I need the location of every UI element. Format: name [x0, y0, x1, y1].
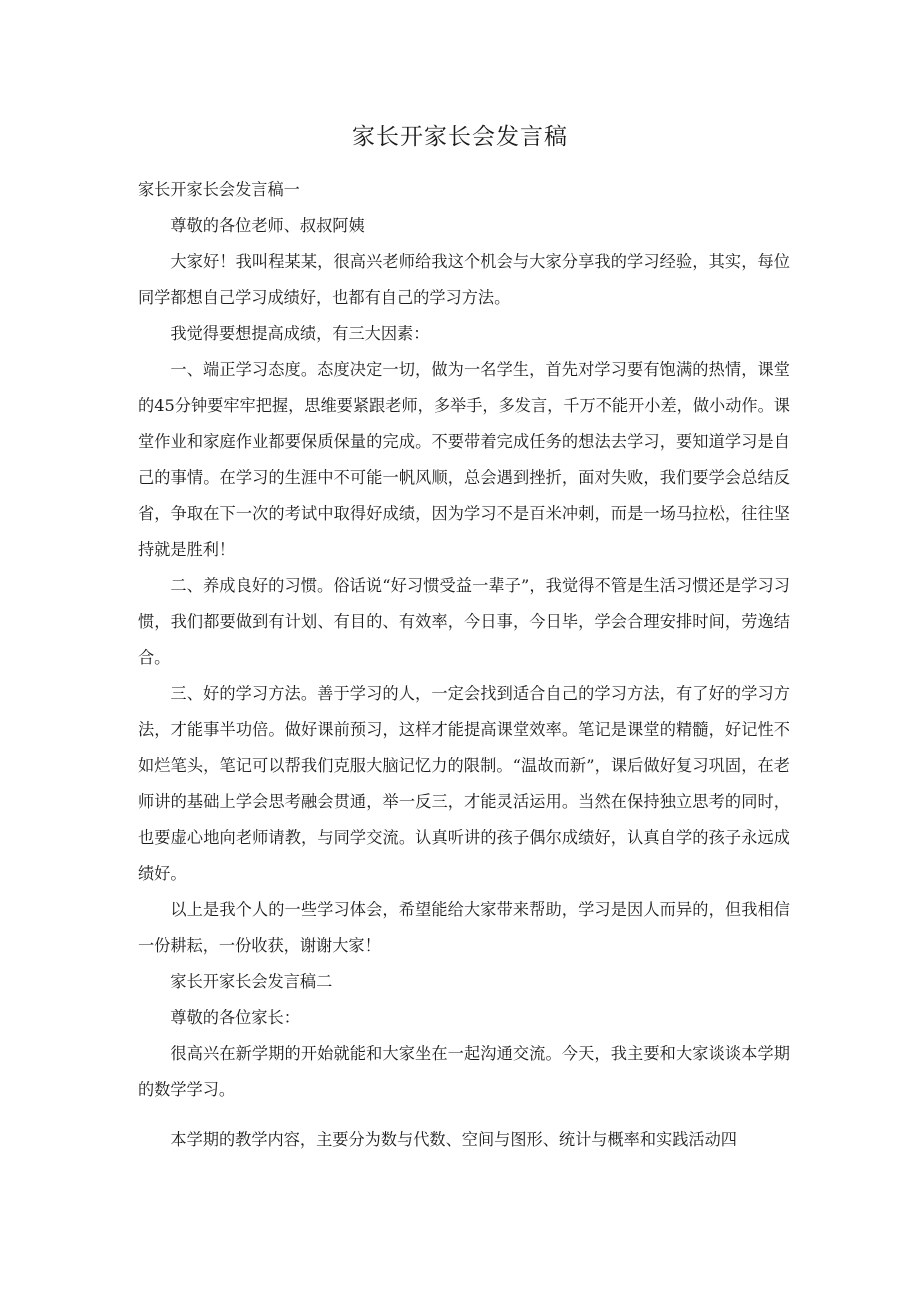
document-title: 家长开家长会发言稿 — [352, 124, 568, 150]
paragraph: 尊敬的各位老师、叔叔阿姨 — [170, 216, 365, 235]
paragraph: 大家好！我叫程某某，很高兴老师给我这个机会与大家分享我的学习经验，其实，每位同学都想自己学习成绩好，也都有自己的学习方法。 — [138, 252, 790, 307]
paragraph: 二、养成良好的习惯。俗话说“好习惯受益一辈子”，我觉得不管是生活习惯还是学习习惯，我们都要做到有计划、有目的、有效率，今日事，今日毕，学会合理安排时间，劳逸结合。 — [138, 576, 790, 667]
paragraph: 家长开家长会发言稿一 — [138, 180, 300, 199]
paragraph: 以上是我个人的一些学习体会，希望能给大家带来帮助，学习是因人而异的，但我相信一份耕耘，一份收获，谢谢大家！ — [138, 900, 790, 955]
document-body — [138, 172, 790, 1158]
paragraph: 家长开家长会发言稿二 — [170, 972, 333, 991]
paragraph: 我觉得要想提高成绩，有三大因素： — [170, 324, 430, 343]
paragraph: 尊敬的各位家长： — [170, 1008, 300, 1027]
paragraph: 本学期的教学内容，主要分为数与代数、空间与图形、统计与概率和实践活动四 — [170, 1130, 737, 1149]
paragraph: 三、好的学习方法。善于学习的人，一定会找到适合自己的学习方法，有了好的学习方法，才能事半功倍。做好课前预习，这样才能提高课堂效率。笔记是课堂的精髓，好记性不如烂笔头，笔记可以帮我们克服大脑记忆力的限制。“温故而新”，课后做好复习巩固，在老师讲的基础上学会思考融会贯通，举一反三，才能灵活运用。当然在保持独立思考的同时，也要虚心地向老师请教，与同学交流。认真听讲的孩子偶尔成绩好，认真自学的孩子永远成绩好。 — [138, 684, 790, 883]
paragraph: 很高兴在新学期的开始就能和大家坐在一起沟通交流。今天，我主要和大家谈谈本学期的数学学习。 — [138, 1044, 790, 1099]
paragraph: 一、端正学习态度。态度决定一切，做为一名学生，首先对学习要有饱满的热情，课堂的45分钟要牢牢把握，思维要紧跟老师，多举手，多发言，千万不能开小差，做小动作。课堂作业和家庭作业都要保质保量的完成。不要带着完成任务的想法去学习，要知道学习是自己的事情。在学习的生涯中不可能一帆风顺，总会遇到挫折，面对失败，我们要学会总结反省，争取在下一次的考试中取得好成绩，因为学习不是百米冲刺，而是一场马拉松，往往坚持就是胜利！ — [138, 360, 790, 559]
